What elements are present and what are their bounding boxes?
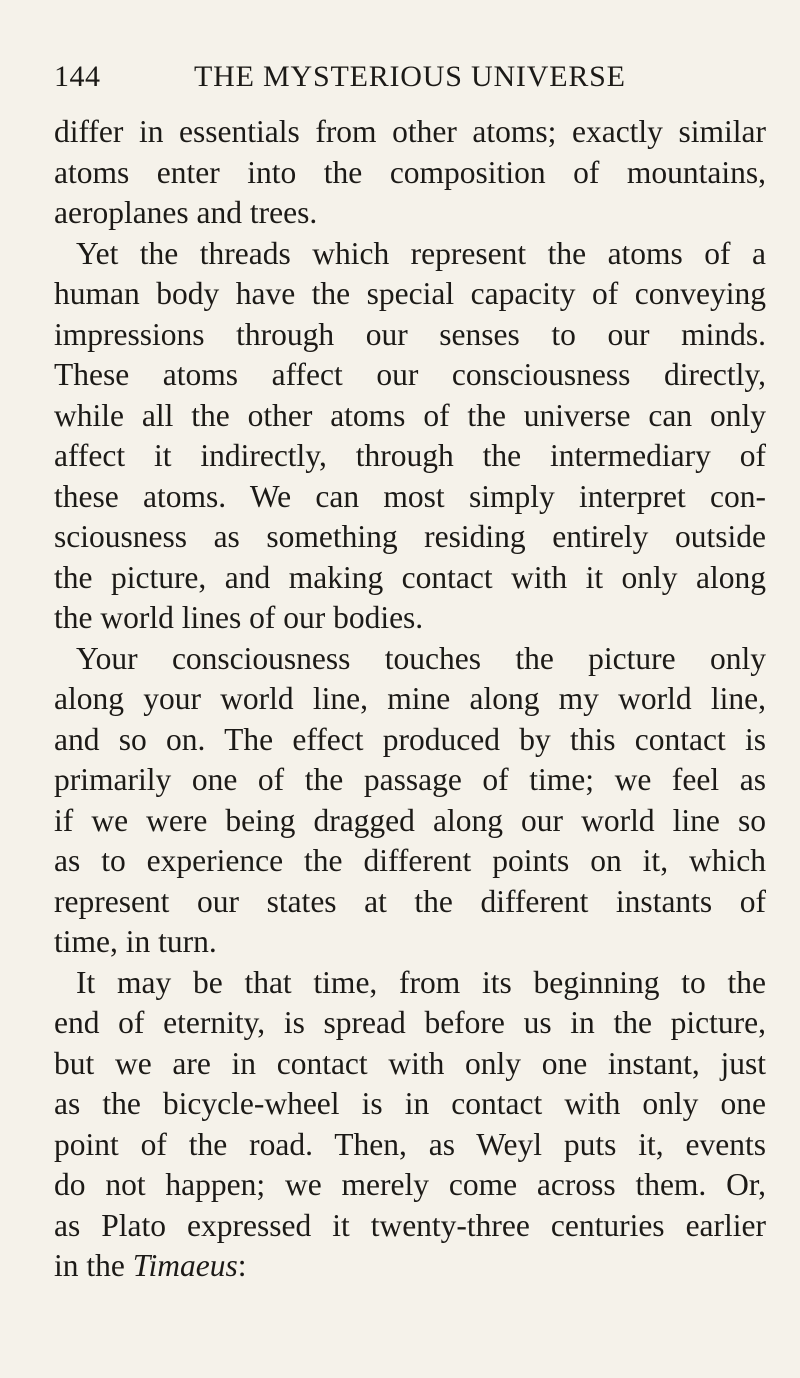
text-line: differ in essentials from other atoms; exactly similar [54,114,766,149]
text-line: impressions through our senses to our minds. [54,316,766,352]
text-line: while all the other atoms of the universe can only [54,397,766,433]
text-line: represent our states at the different instants of [54,883,766,919]
final-line-suffix: : [237,1248,247,1283]
text-line: time, in turn. [54,924,217,959]
text-line: but we are in contact with only one instant, just [54,1045,766,1081]
text-line: if we were being dragged along our world line so [54,802,766,838]
text-line: the picture, and making contact with it only along [54,559,766,595]
text-line: Your consciousness touches the picture only [76,640,766,676]
text-line: aeroplanes and trees. [54,195,318,230]
text-line: primarily one of the passage of time; we feel as [54,762,766,797]
running-title: THE MYSTERIOUS UNIVERSE [194,60,626,93]
text-line: Yet the threads which represent the atoms of a [76,235,766,271]
text-line: end of eternity, is spread before us in the picture, [54,1005,766,1040]
text-line: point of the road. Then, as Weyl puts it, events [54,1126,766,1162]
text-line: as Plato expressed it twenty-three centuries earlier [54,1207,766,1243]
text-line: do not happen; we merely come across them. Or, [54,1167,766,1202]
text-line: as to experience the different points on it, which [54,843,766,878]
text-line-final [54,1246,766,1287]
text-line: as the bicycle-wheel is in contact with only one [54,1086,766,1121]
final-line-prefix: in the [54,1248,133,1283]
page-number: 144 [54,60,101,93]
text-line: the world lines of our bodies. [54,600,424,635]
text-line: affect it indirectly, through the intermediary of [54,438,766,473]
text-line: human body have the special capacity of conveying [54,276,766,311]
text-line: It may be that time, from its beginning to the [76,964,766,1000]
text-line: These atoms affect our consciousness directly, [54,357,766,392]
text-line: atoms enter into the composition of mountains, [54,154,766,190]
body-text [54,112,766,1287]
text-line: and so on. The effect produced by this contact is [54,721,766,757]
running-head [54,60,766,100]
text-line: along your world line, mine along my world line, [54,681,766,716]
work-title: Timaeus [132,1248,238,1283]
text-line: sciousness as something residing entirely outside [54,519,766,554]
text-line: these atoms. We can most simply interpret con- [54,478,766,514]
